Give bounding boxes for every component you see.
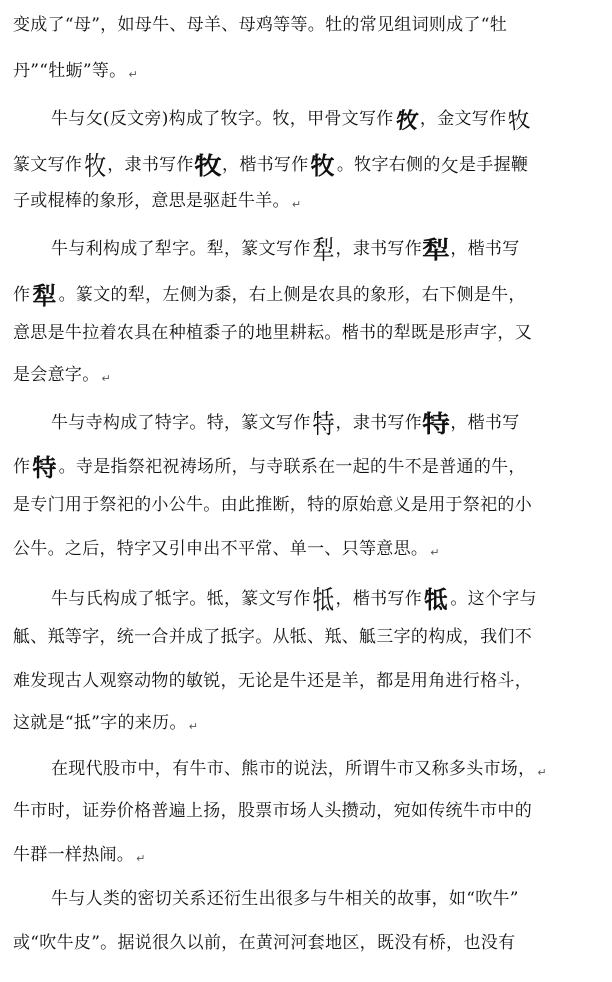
clerical-script-glyph: 牧 bbox=[193, 152, 222, 180]
text-run: 子或棍棒的象形，意思是驱赶牛羊。 bbox=[13, 191, 290, 211]
text-line bbox=[13, 152, 529, 183]
text-run: 。寺是指祭祀祝祷场所，与寺联系在一起的牛不是普通的牛， bbox=[58, 457, 526, 477]
clerical-script-glyph: 特 bbox=[422, 410, 451, 438]
paragraph-mark: ↵ bbox=[188, 720, 199, 733]
text-line bbox=[13, 14, 507, 36]
text-line bbox=[13, 670, 532, 692]
paragraph-mark: ↵ bbox=[537, 766, 547, 779]
text-run: ，楷书写 bbox=[450, 239, 520, 259]
text-run: 公牛。之后，特字又引申出不平常、单一、只等意思。 bbox=[13, 539, 429, 559]
text-run: 变成了“母”，如母牛、母羊、母鸡等等。牡的常见组词则成了“牡 bbox=[13, 15, 508, 35]
paragraph-mark: ↵ bbox=[128, 68, 139, 81]
text-line bbox=[51, 410, 520, 441]
seal-script-glyph: 牧 bbox=[84, 152, 106, 183]
text-run: ，隶书写作 bbox=[335, 413, 423, 433]
text-run: 牛市时，证券价格普遍上扬，股票市场人头攒动，宛如传统牛市中的 bbox=[13, 801, 532, 821]
text-run: 牛与人类的密切关系还衍生出很多与牛相关的故事，如“吹牛” bbox=[51, 889, 519, 909]
text-run: 。篆文的犁，左侧为黍，右上侧是农具的象形，右下侧是牛， bbox=[58, 285, 526, 305]
text-run: 牛与寺构成了特字。特，篆文写作 bbox=[51, 413, 311, 433]
text-line bbox=[13, 456, 526, 480]
text-line bbox=[13, 322, 532, 344]
text-line bbox=[13, 538, 440, 564]
oracle-bone-script-glyph: 牧 bbox=[393, 109, 420, 134]
text-line bbox=[13, 712, 198, 738]
text-line bbox=[13, 60, 138, 86]
paragraph-mark: ↵ bbox=[101, 372, 112, 385]
regular-script-glyph: 犁 bbox=[32, 282, 57, 310]
text-run: 篆文写作 bbox=[13, 155, 83, 175]
text-run: ，隶书写作 bbox=[335, 239, 423, 259]
paragraph-mark: ↵ bbox=[136, 852, 146, 865]
regular-script-glyph: 牧 bbox=[310, 152, 335, 180]
seal-script-glyph: 犁 bbox=[312, 236, 334, 267]
text-run: ，金文写作 bbox=[419, 109, 507, 129]
text-run: ，楷书写作 bbox=[335, 589, 423, 609]
text-line bbox=[13, 284, 526, 308]
text-line bbox=[51, 758, 547, 784]
text-run: 难发现古人观察动物的敏锐，无论是牛还是羊，都是用角进行格斗， bbox=[13, 671, 532, 691]
text-run: 是手握鞭 bbox=[458, 155, 529, 175]
regular-script-glyph: 牴 bbox=[424, 586, 449, 614]
seal-script-glyph: 特 bbox=[312, 410, 334, 441]
text-run: 。这个字与 bbox=[450, 589, 537, 609]
text-run: 觝、羝等字，统一合并成了抵字。从牴、羝、觝三字的构成，我们不 bbox=[13, 627, 532, 647]
text-line bbox=[13, 626, 532, 648]
paragraph-mark: ↵ bbox=[430, 546, 440, 559]
text-run: ，楷书写作 bbox=[222, 155, 309, 175]
text-line bbox=[13, 932, 515, 954]
regular-script-glyph: 特 bbox=[32, 454, 57, 482]
text-run: 这就是“抵”字的来历。 bbox=[13, 713, 187, 733]
text-run: 牛群一样热闹。 bbox=[13, 845, 135, 865]
text-line bbox=[51, 586, 537, 617]
text-run: 牛与氏构成了牴字。牴，篆文写作 bbox=[51, 589, 311, 609]
text-run: 意思是牛拉着农具在种植黍子的地里耕耘。楷书的犁既是形声字，又 bbox=[13, 323, 532, 343]
text-line bbox=[51, 236, 520, 267]
text-line bbox=[13, 800, 532, 822]
text-line bbox=[13, 494, 532, 516]
text-run: 牛与攵(反文旁)构成了牧字。牧，甲骨文写作 bbox=[51, 109, 394, 129]
bronze-script-glyph: 牧 bbox=[507, 107, 532, 136]
clerical-script-glyph: 犁 bbox=[422, 236, 451, 264]
paragraph-mark: ↵ bbox=[291, 198, 302, 211]
text-run: ，楷书写 bbox=[450, 413, 520, 433]
text-line bbox=[13, 364, 111, 390]
text-run: 牛与利构成了犁字。犁，篆文写作 bbox=[51, 239, 311, 259]
text-run: 。牧字右侧的 bbox=[336, 155, 441, 175]
text-run: 在现代股市中，有牛市、熊市的说法，所谓牛市又称多头市场， bbox=[51, 759, 536, 779]
text-run: 作 bbox=[13, 285, 31, 305]
text-run: 作 bbox=[13, 457, 31, 477]
text-line bbox=[13, 190, 301, 216]
text-line bbox=[51, 108, 533, 134]
text-line bbox=[13, 844, 146, 870]
component-glyph: 攵 bbox=[440, 156, 459, 177]
text-run: ，隶书写作 bbox=[107, 155, 194, 175]
text-line bbox=[51, 888, 519, 910]
seal-script-glyph: 牴 bbox=[312, 586, 334, 617]
text-run: 丹”“牡蛎”等。 bbox=[13, 61, 127, 81]
text-run: 是专门用于祭祀的小公牛。由此推断，特的原始意义是用于祭祀的小 bbox=[13, 495, 532, 515]
text-run: 或“吹牛皮”。据说很久以前，在黄河河套地区，既没有桥，也没有 bbox=[13, 933, 516, 953]
text-run: 是会意字。 bbox=[13, 365, 100, 385]
